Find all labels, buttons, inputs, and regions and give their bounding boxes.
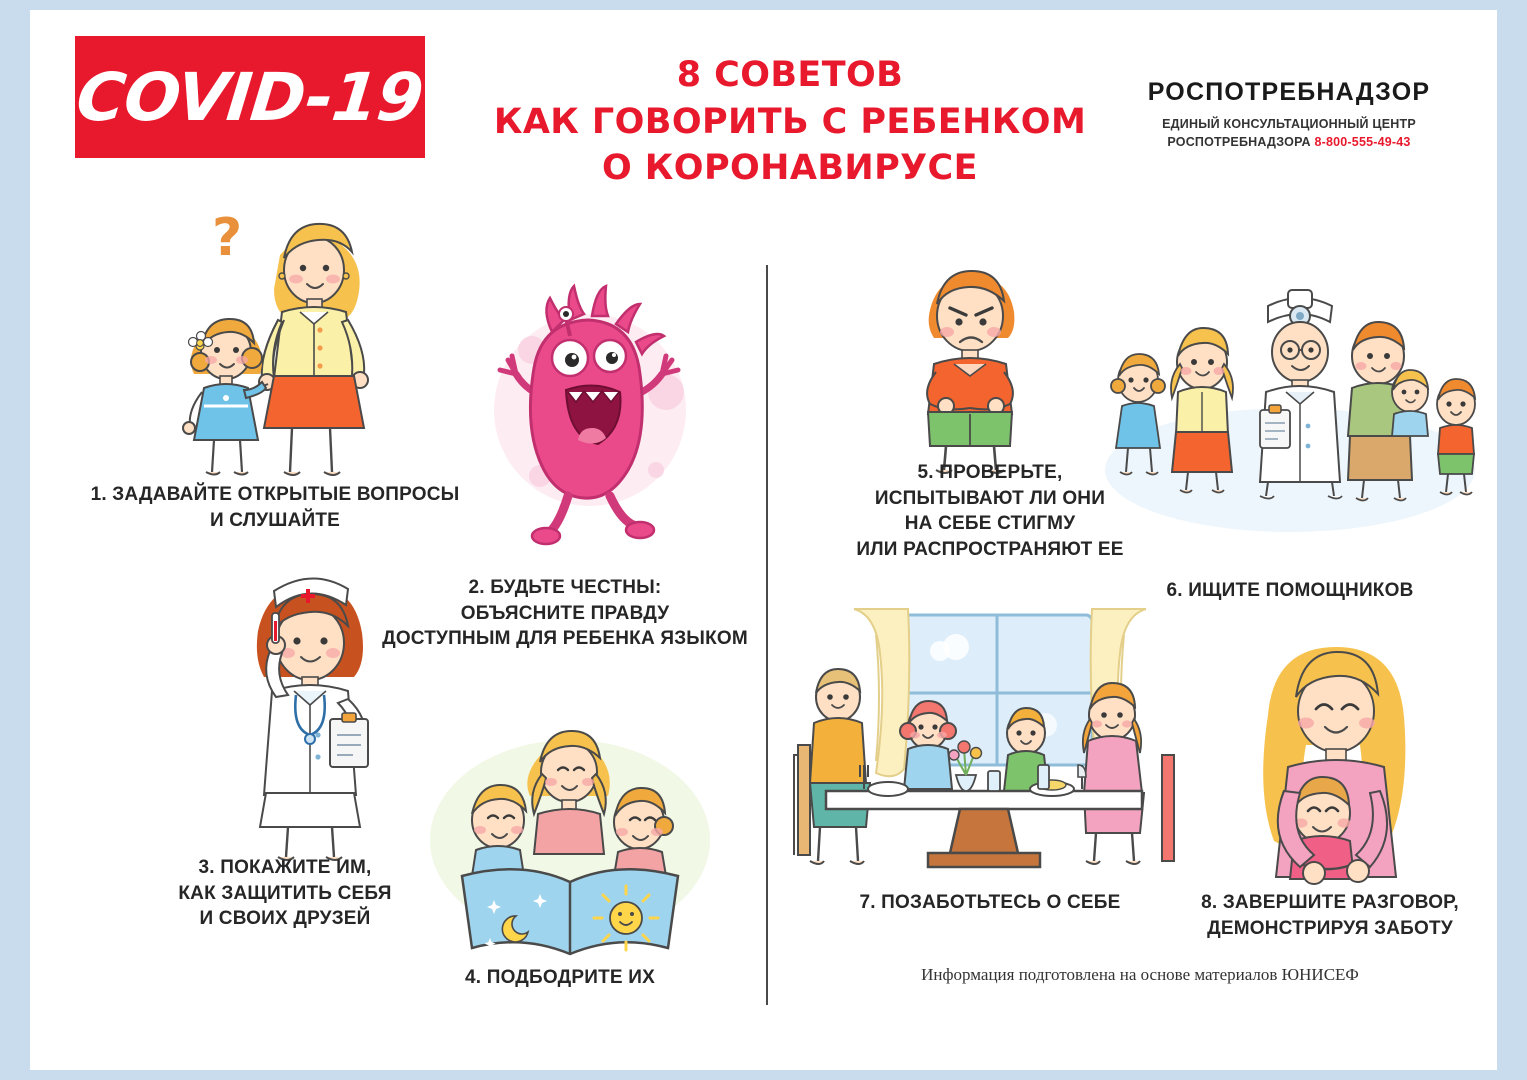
illustration-reading-book bbox=[420, 710, 720, 960]
source-footnote: Информация подготовлена на основе материалов ЮНИСЕФ bbox=[921, 965, 1359, 984]
illustration-family-dinner bbox=[790, 605, 1210, 905]
illustration-nurse bbox=[200, 565, 420, 865]
tip-8-caption-line-2: ДЕМОНСТРИРУЯ ЗАБОТУ bbox=[1207, 917, 1453, 939]
tip-4-caption-line-1: 4. ПОДБОДРИТЕ ИХ bbox=[465, 967, 655, 988]
tip-2-caption-line-3: ДОСТУПНЫМ ДЛЯ РЕБЕНКА ЯЗЫКОМ bbox=[382, 628, 748, 650]
tip-6-caption bbox=[1090, 578, 1490, 604]
tip-3-caption-line-2: КАК ЗАЩИТИТЬ СЕБЯ bbox=[178, 882, 392, 904]
svg-text:?: ? bbox=[212, 208, 243, 268]
tip-3-caption-line-1: 3. ПОКАЖИТЕ ИМ, bbox=[198, 857, 372, 878]
tip-8-caption bbox=[1130, 890, 1527, 941]
illustration-mother-hugging-child bbox=[1210, 635, 1460, 905]
poster bbox=[30, 10, 1497, 1070]
tip-2-caption-line-2: ОБЪЯСНИТЕ ПРАВДУ bbox=[460, 602, 670, 624]
brand-block bbox=[1129, 78, 1449, 151]
page-title-line-2: КАК ГОВОРИТЬ С РЕБЕНКОМ bbox=[493, 101, 1087, 142]
brand-name: РОСПОТРЕБНАДЗОР bbox=[1147, 78, 1431, 106]
tip-1-caption-line-2: И СЛУШАЙТЕ bbox=[209, 509, 341, 531]
brand-subtitle bbox=[1129, 115, 1449, 151]
tip-2-caption-line-1: 2. БУДЬТЕ ЧЕСТНЫ: bbox=[468, 577, 662, 598]
page-title-line-3: О КОРОНАВИРУСЕ bbox=[602, 148, 978, 189]
illustration-virus-monster bbox=[470, 280, 700, 560]
tip-5-caption-line-3: НА СЕБЕ СТИГМУ bbox=[904, 513, 1076, 535]
illustration-mother-and-daughter bbox=[160, 200, 490, 490]
poster-content bbox=[30, 210, 1497, 1070]
page-title bbox=[460, 52, 1120, 192]
tip-1-caption bbox=[40, 482, 510, 533]
brand-subtitle-line-2 bbox=[1129, 133, 1449, 151]
illustration-angry-boy bbox=[880, 260, 1060, 480]
covid-19-badge bbox=[75, 36, 425, 158]
tip-8-caption-line-1: 8. ЗАВЕРШИТЕ РАЗГОВОР, bbox=[1201, 892, 1459, 913]
tip-4-caption bbox=[360, 965, 760, 991]
tip-6-caption-line-1: 6. ИЩИТЕ ПОМОЩНИКОВ bbox=[1166, 580, 1414, 601]
tip-1-caption-line-1: 1. ЗАДАВАЙТЕ ОТКРЫТЫЕ ВОПРОСЫ bbox=[90, 484, 460, 505]
tip-5-caption-line-4: ИЛИ РАСПРОСТРАНЯЮТ ЕЕ bbox=[856, 538, 1124, 560]
poster-header bbox=[30, 10, 1497, 210]
page-title-line-1: 8 СОВЕТОВ bbox=[676, 55, 904, 95]
covid-19-badge-label: COVID-19 bbox=[73, 58, 427, 136]
illustration-doctor-and-family bbox=[1090, 270, 1490, 540]
tip-5-caption-line-1: 5. ПРОВЕРЬТЕ, bbox=[917, 462, 1063, 483]
brand-subtitle-line-1: ЕДИНЫЙ КОНСУЛЬТАЦИОННЫЙ ЦЕНТР bbox=[1162, 117, 1416, 131]
tip-3-caption-line-3: И СВОИХ ДРУЗЕЙ bbox=[199, 908, 371, 930]
tip-7-caption-line-1: 7. ПОЗАБОТЬТЕСЬ О СЕБЕ bbox=[859, 892, 1121, 913]
hotline-phone: 8-800-555-49-43 bbox=[1314, 135, 1411, 150]
tip-5-caption-line-2: ИСПЫТЫВАЮТ ЛИ ОНИ bbox=[874, 487, 1106, 509]
brand-subtitle-text: РОСПОТРЕБНАДЗОРА bbox=[1167, 135, 1311, 150]
